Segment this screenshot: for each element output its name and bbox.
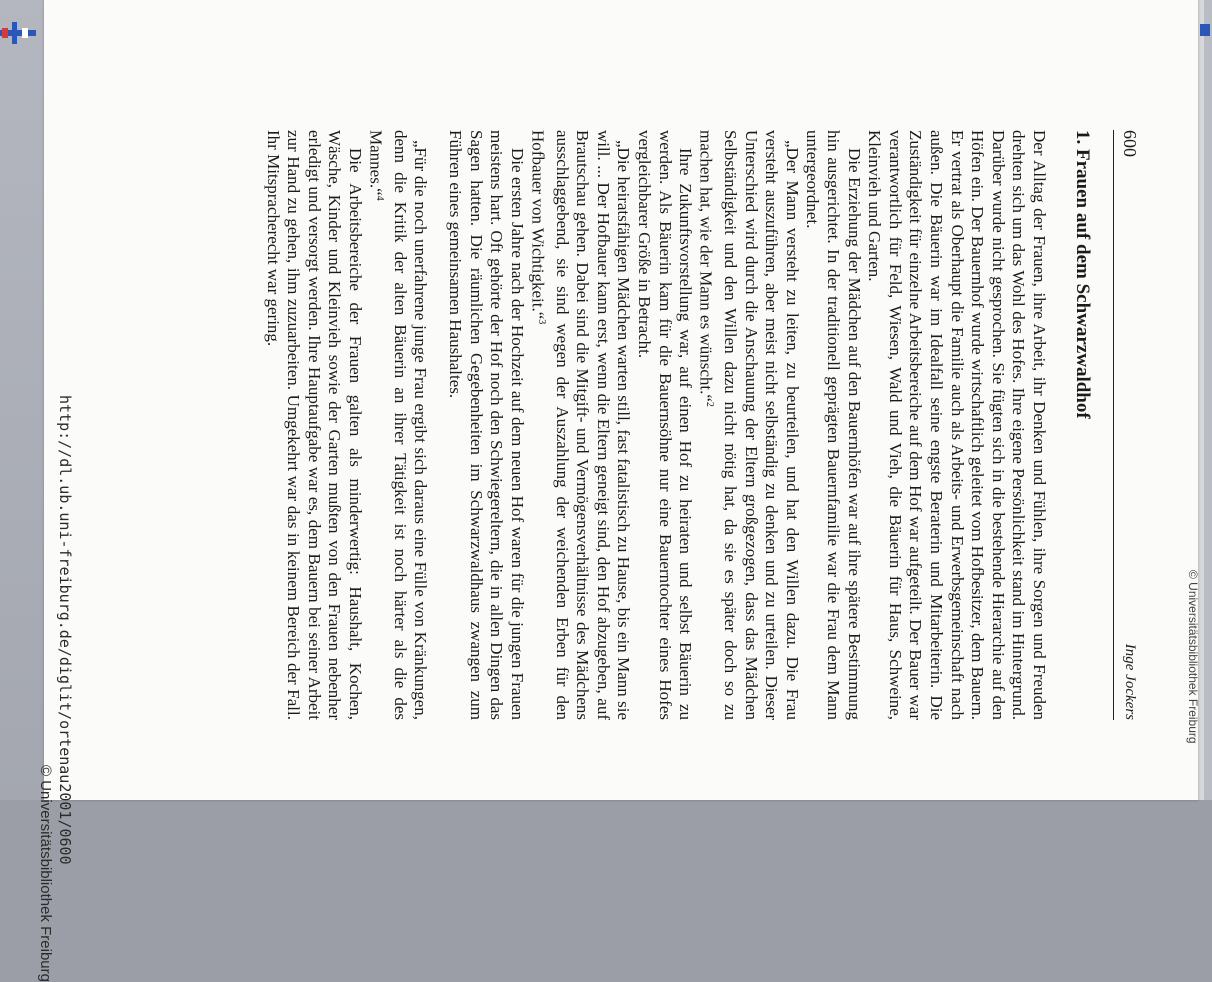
- bleed-through-text: © Universitätsbibliothek Freiburg: [1186, 570, 1200, 744]
- color-calibration-marker-icon: [0, 18, 40, 48]
- footnote-mark: 2: [704, 401, 716, 407]
- footer-url[interactable]: http://dl.ub.uni-freiburg.de/diglit/ortenau2001/0600: [56, 395, 74, 865]
- document-page-content: [262, 130, 1144, 720]
- paragraph-3: Ihre Zukunftsvorstellung war, auf einen Hof zu heiraten und selbst Bäuerin zu werden. Als Bäuerin kam für die Bauernsöhne nur eine Bauerntochter eines Hofes vergleichbarer Größe in Betracht.: [635, 130, 696, 720]
- footer-copyright: © Universitätsbibliothek Freiburg: [37, 765, 54, 982]
- viewer-right-edge: [1204, 0, 1212, 800]
- quote-1-text: „Der Mann versteht zu leiten, zu beurteilen, und hat den Willen dazu. Die Frau versteht auszuführen, aber meist nicht selbständig zu denken und zu urteilen. Dieser Unterschied wird durch die Anschauung der Eltern großgezogen, dass das Mädchen Selbständigkeit und den Willen dazu nicht nötig hat, da sie es später doch so zu machen hat, wie der Mann es wünscht.“: [696, 130, 802, 720]
- viewer-left-gutter: [0, 0, 44, 800]
- scanned-page: [37, 0, 1200, 982]
- quote-3-text: „Für die noch unerfahrene junge Frau ergibt sich daraus eine Fülle von Kränkungen, denn die Kritik der alten Bäuerin an ihrer Tätigkeit ist noch härter als die des Mannes.“: [366, 130, 431, 720]
- running-header: [1113, 130, 1144, 720]
- paragraph-1: Der Alltag der Frauen, ihre Arbeit, ihr Denken und Fühlen, ihre Sorgen und Freuden drehten sich um das Wohl des Hofes. Ihre eigene Persönlichkeit stand im Hintergrund. Darüber wurde nicht gesprochen. Sie fügten sich in die bestehende Hierarchie auf den Höfen ein. Der Bauernhof wurde wirtschaftlich geleitet vom Hofbesitzer, dem Bauern. Er vertrat als Oberhaupt die Familie auch als Arbeits- und Erwerbsgemeinschaft nach außen. Die Bäuerin war im Idealfall seine engste Beraterin und Mitarbeiterin. Die Zuständigkeit für einzelne Arbeitsbereiche auf dem Hof war aufgeteilt. Der Bauer war verantwortlich für Feld, Wiesen, Wald und Vieh, die Bäuerin für Haus, Schweine, Kleinvieh und Garten.: [865, 130, 1049, 720]
- quote-2-text: „Die heiratsfähigen Mädchen warten still, fast fatalistisch zu Hause, bis ein Mann sie will. ... Der Hofbauer kann erst, wenn die Eltern geneigt sind, den Hof abzugeben, auf Brautschau gehen. Dabei sind die Mitgift- und Vermögensverhältnisse des Mädchens ausschlaggebend, sie sind wegen der Auszahlung der weichenden Erben für den Hofbauer von Wichtigkeit.“: [528, 130, 634, 720]
- section-heading: 1. Frauen auf dem Schwarzwaldhof: [1072, 130, 1093, 419]
- paragraph-5: Die Arbeitsbereiche der Frauen galten als minderwertig: Haushalt, Kochen, Wäsche, Kinder und Kleinvieh sowie der Garten mußten von den Frauen nebenher erledigt und versorgt werden. Ihre Hauptaufgabe war es, dem Bauern bei seiner Arbeit zur Hand zu gehen, ihm zuzuarbeiten. Umgekehrt war das in keinem Bereich der Fall. Ihr Mitspracherecht war gering.: [263, 130, 366, 720]
- paragraph-2: Die Erziehung der Mädchen auf den Bauernhöfen war auf ihre spätere Bestimmung hin ausgerichtet. In der traditionell geprägten Bauernfamilie war die Frau dem Mann untergeordnet.: [803, 130, 864, 720]
- quote-2: [527, 130, 634, 720]
- author-name: Inge Jockers: [1122, 643, 1138, 720]
- page-number: 600: [1120, 130, 1140, 157]
- footnote-mark: 4: [374, 195, 386, 201]
- paragraph-4: Die ersten Jahre nach der Hochzeit auf dem neuen Hof waren für die jungen Frauen meistens hart. Oft gehörte der Hof noch den Schwiegereltern, die in allen Dingen das Sagen hatten. Die räumlichen Gegebenheiten im Schwarzwaldhaus zwangen zum Führen eines gemeinsamen Haushaltes.: [446, 130, 527, 720]
- footer-strip: [37, 0, 88, 982]
- color-calibration-marker-right-icon: [1200, 22, 1212, 38]
- quote-3: [365, 130, 430, 720]
- spacer: [430, 130, 444, 720]
- footnote-mark: 3: [536, 319, 548, 325]
- quote-1: [695, 130, 802, 720]
